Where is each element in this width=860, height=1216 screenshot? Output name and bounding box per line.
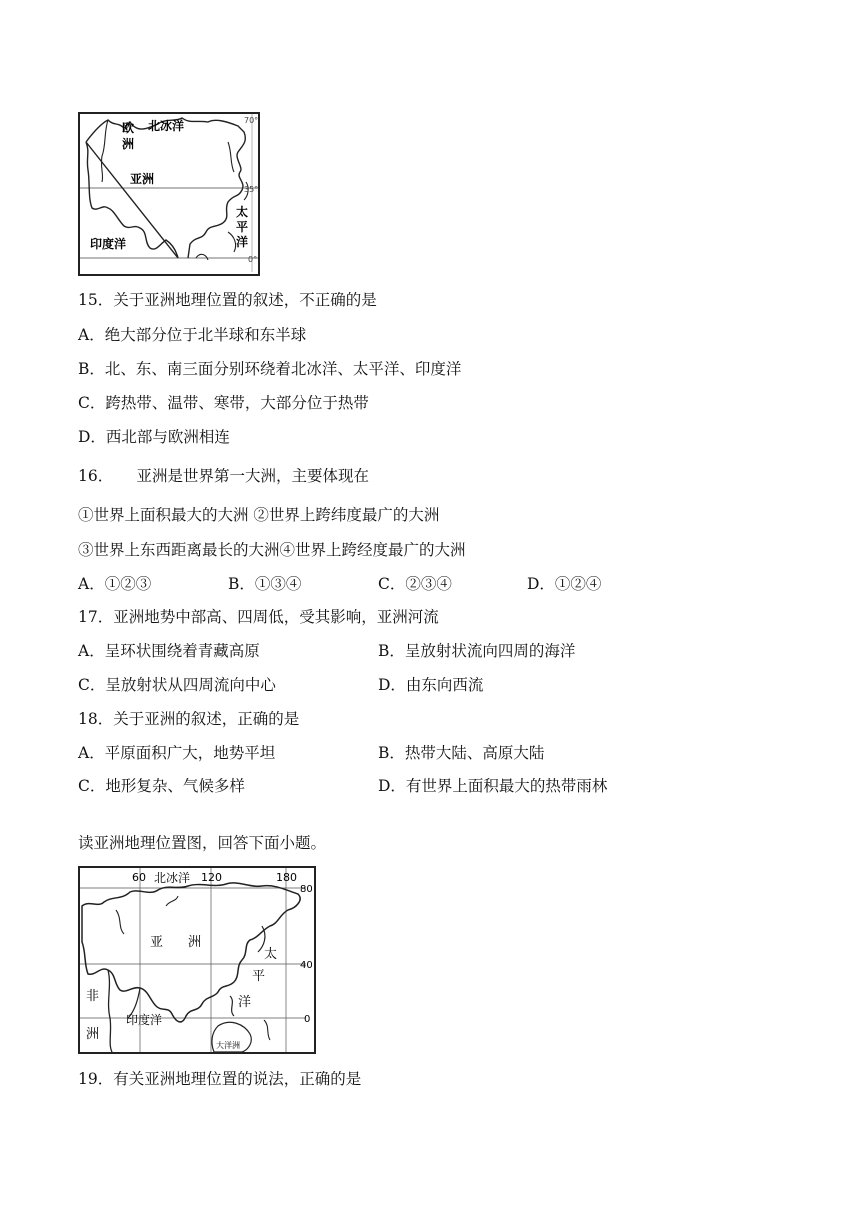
map1-pacific-label-3: 洋 <box>236 235 249 249</box>
map2-asia-label-2: 洲 <box>188 935 202 950</box>
map2-lat-80: 80 <box>300 884 313 895</box>
map1-arctic-label: 北冰洋 <box>148 119 185 133</box>
map2-asia-label-1: 亚 <box>150 935 164 950</box>
q17-option-b[interactable]: B．呈放射状流向四周的海洋 <box>378 642 576 660</box>
map2-pacific-label-1: 太 <box>264 947 278 962</box>
q16-option-a[interactable]: A．①②③ <box>78 575 152 593</box>
map2-pacific-label-2: 平 <box>252 969 266 984</box>
map2-pacific-label-3: 洋 <box>238 995 252 1010</box>
q17-stem: 17．亚洲地势中部高、四周低，受其影响，亚洲河流 <box>78 608 439 626</box>
q16-statement-1: ①世界上面积最大的大洲 ②世界上跨纬度最广的大洲 <box>78 506 440 524</box>
map1-europe-label: 欧 <box>122 121 135 135</box>
q17-option-a[interactable]: A．呈环状围绕着青藏高原 <box>78 642 260 660</box>
map1-lat35-label: 35° <box>244 185 259 194</box>
map2-lat-0: 0 <box>304 1014 311 1025</box>
q18-stem: 18．关于亚洲的叙述，正确的是 <box>78 710 300 728</box>
q16-option-b[interactable]: B．①③④ <box>228 575 302 593</box>
map1-indian-ocean-label: 印度洋 <box>90 237 127 251</box>
q18-option-b[interactable]: B．热带大陆、高原大陆 <box>378 744 545 762</box>
q17-option-d[interactable]: D．由东向西流 <box>378 676 484 694</box>
q18-option-a[interactable]: A．平原面积广大，地势平坦 <box>78 744 276 762</box>
q16-statement-2: ③世界上东西距离最长的大洲④世界上跨经度最广的大洲 <box>78 541 466 559</box>
map2-lon-120: 120 <box>201 871 222 884</box>
map2-oceania-label: 大洋洲 <box>216 1041 240 1050</box>
asia-location-map-1 <box>78 112 260 276</box>
asia-location-map-2 <box>78 866 316 1054</box>
map1-lat70-label: 70° <box>244 116 259 125</box>
map1-asia-label: 亚洲 <box>130 172 155 186</box>
map2-lon-60: 60 <box>132 871 146 884</box>
q15-option-d[interactable]: D．西北部与欧洲相连 <box>78 428 230 446</box>
map-2-graphic <box>78 866 316 1054</box>
map1-pacific-label-2: 平 <box>236 220 249 234</box>
q15-option-b[interactable]: B．北、东、南三面分别环绕着北冰洋、太平洋、印度洋 <box>78 360 462 378</box>
q19-stem: 19．有关亚洲地理位置的说法，正确的是 <box>78 1070 362 1088</box>
map2-indian-ocean-label: 印度洋 <box>126 1013 163 1027</box>
q16-stem: 16． 亚洲是世界第一大洲，主要体现在 <box>78 467 369 485</box>
q16-option-c[interactable]: C．②③④ <box>378 575 452 593</box>
q15-stem: 15．关于亚洲地理位置的叙述，不正确的是 <box>78 291 377 309</box>
map2-lon-180: 180 <box>276 871 297 884</box>
map2-lat-40: 40 <box>300 960 313 971</box>
q16-option-d[interactable]: D．①②④ <box>527 575 602 593</box>
map2-africa-label-1: 非 <box>86 989 100 1004</box>
q15-option-c[interactable]: C．跨热带、温带、寒带，大部分位于热带 <box>78 394 369 412</box>
map1-pacific-label-1: 太 <box>236 205 249 219</box>
map1-europe-label-2: 洲 <box>122 137 135 151</box>
q18-option-c[interactable]: C．地形复杂、气候多样 <box>78 777 245 795</box>
map-1-graphic <box>78 112 260 276</box>
map-question-intro: 读亚洲地理位置图，回答下面小题。 <box>78 834 327 852</box>
q17-option-c[interactable]: C．呈放射状从四周流向中心 <box>78 676 276 694</box>
map1-lat0-label: 0° <box>248 255 258 264</box>
map2-arctic-label: 北冰洋 <box>154 871 191 885</box>
q15-option-a[interactable]: A．绝大部分位于北半球和东半球 <box>78 326 307 344</box>
map2-africa-label-2: 洲 <box>86 1027 100 1042</box>
q18-option-d[interactable]: D．有世界上面积最大的热带雨林 <box>378 777 608 795</box>
